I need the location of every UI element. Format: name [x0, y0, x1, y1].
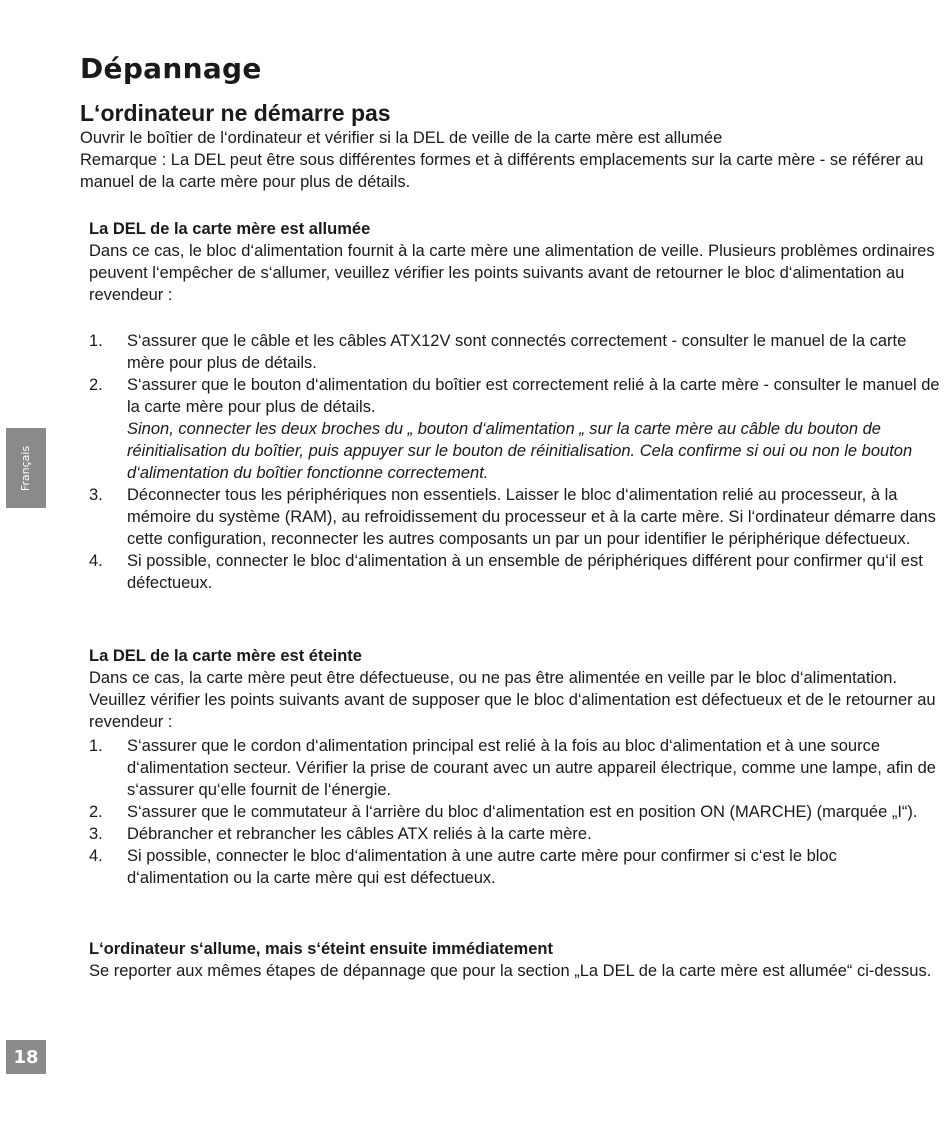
- list-item: [89, 735, 941, 801]
- led-off-section: [89, 645, 939, 733]
- led-off-text: Dans ce cas, la carte mère peut être défectueuse, ou ne pas être alimentée en veille par le bloc d‘alimentation. Veuillez vérifier les points suivants avant de supposer que le bloc d‘alimentation est défectueux et de le retourner au revendeur :: [89, 669, 936, 731]
- shutdown-section: [89, 938, 939, 982]
- item-number: 3.: [89, 825, 103, 843]
- led-on-heading: La DEL de la carte mère est allumée: [89, 220, 371, 238]
- led-on-steps: [89, 330, 941, 594]
- list-item: [89, 823, 941, 845]
- item-number: 4.: [89, 552, 103, 570]
- led-on-section: [89, 218, 939, 306]
- section-heading: L‘ordinateur ne démarre pas: [80, 100, 391, 126]
- led-on-text: Dans ce cas, le bloc d‘alimentation fournit à la carte mère une alimentation de veille. Plusieurs problèmes ordinaires peuvent l‘empêcher de s‘allumer, veuillez vérifier les points suivants avant de retourner le bloc d‘alimentation au revendeur :: [89, 242, 935, 304]
- remark-paragraph: Remarque : La DEL peut être sous différentes formes et à différents emplacements sur la carte mère - se référer au manuel de la carte mère pour plus de détails.: [80, 151, 924, 191]
- item-number: 4.: [89, 847, 103, 865]
- item-text: Si possible, connecter le bloc d‘alimentation à une autre carte mère pour confirmer si c‘est le bloc d‘alimentation ou la carte mère qui est défectueux.: [127, 847, 837, 887]
- item-text: S‘assurer que le câble et les câbles ATX12V sont connectés correctement - consulter le manuel de la carte mère pour plus de détails.: [127, 332, 907, 372]
- page-number: 18: [6, 1040, 46, 1074]
- shutdown-heading: L‘ordinateur s‘allume, mais s‘éteint ensuite immédiatement: [89, 940, 553, 958]
- item-number: 3.: [89, 486, 103, 504]
- list-item: [89, 550, 941, 594]
- language-tab: [6, 428, 46, 508]
- item-number: 1.: [89, 737, 103, 755]
- item-text: Débrancher et rebrancher les câbles ATX reliés à la carte mère.: [127, 825, 592, 843]
- item-note: Sinon, connecter les deux broches du „ bouton d‘alimentation „ sur la carte mère au câble du bouton de réinitialisation du boîtier, puis appuyer sur le bouton de réinitialisation. Cela confirme si oui ou non le bouton d‘alimentation du boîtier fonctionne correctement.: [127, 420, 913, 482]
- list-item: [89, 801, 941, 823]
- list-item: [89, 484, 941, 550]
- led-off-heading: La DEL de la carte mère est éteinte: [89, 647, 362, 665]
- led-off-steps: [89, 735, 941, 889]
- intro-text: [80, 127, 940, 193]
- page-title: Dépannage: [80, 52, 262, 85]
- item-text: S‘assurer que le cordon d‘alimentation principal est relié à la fois au bloc d‘alimentation et à une source d‘alimentation secteur. Vérifier la prise de courant avec un autre appareil électrique, comme une lampe, afin de s‘assurer qu‘elle fournit de l‘énergie.: [127, 737, 936, 799]
- item-text: S‘assurer que le commutateur à l‘arrière du bloc d‘alimentation est en position ON (MARCHE) (marquée „I“).: [127, 803, 918, 821]
- list-item: [89, 374, 941, 484]
- list-item: [89, 845, 941, 889]
- item-text: Si possible, connecter le bloc d‘alimentation à un ensemble de périphériques différent pour confirmer qu‘il est défectueux.: [127, 552, 923, 592]
- item-number: 2.: [89, 803, 103, 821]
- item-text: Déconnecter tous les périphériques non essentiels. Laisser le bloc d‘alimentation relié au processeur, à la mémoire du système (RAM), au refroidissement du processeur et à la carte mère. Si l‘ordinateur démarre dans cette configuration, reconnecter les autres composants un par un pour identifier le périphérique défectueux.: [127, 486, 936, 548]
- list-item: [89, 330, 941, 374]
- item-number: 1.: [89, 332, 103, 350]
- language-label: Français: [19, 445, 33, 491]
- item-number: 2.: [89, 376, 103, 394]
- shutdown-text: Se reporter aux mêmes étapes de dépannage que pour la section „La DEL de la carte mère est allumée“ ci-dessus.: [89, 962, 932, 980]
- item-text: S‘assurer que le bouton d‘alimentation du boîtier est correctement relié à la carte mère - consulter le manuel de la carte mère pour plus de détails.: [127, 376, 940, 416]
- intro-paragraph: Ouvrir le boîtier de l‘ordinateur et vérifier si la DEL de veille de la carte mère est allumée: [80, 129, 723, 147]
